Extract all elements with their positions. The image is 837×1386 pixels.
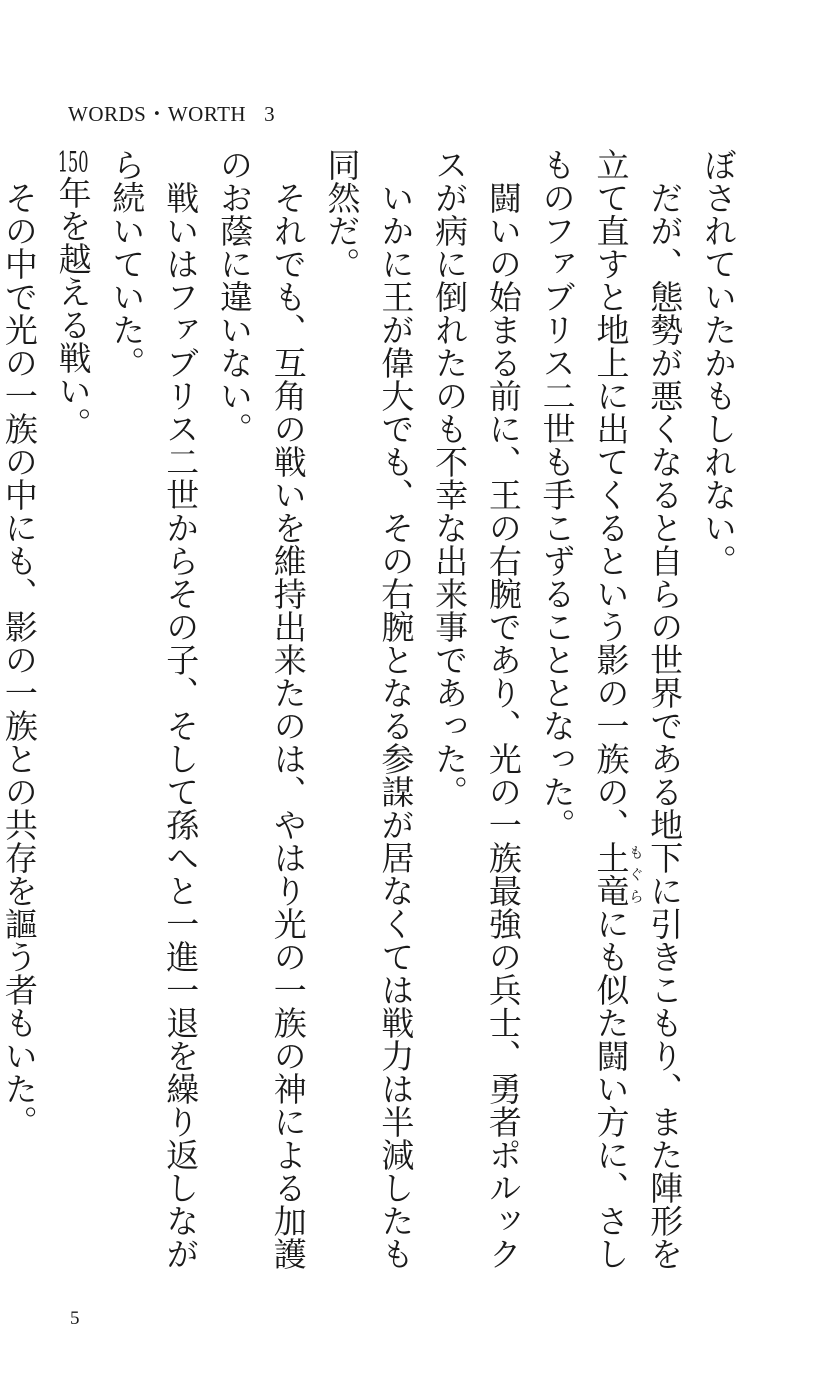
paragraph-4: いかに王が偉大でも、その右腕となる参謀が居なくては戦力は半減したも同然だ。 [322, 148, 416, 1270]
paragraph-8: その中で光の一族の中にも、影の一族との共存を謳う者もいた。 [0, 181, 39, 1138]
running-header [68, 98, 275, 128]
chapter-number: 3 [264, 102, 276, 126]
paragraph-7: 150年を越える戦い。 [53, 148, 93, 441]
ruby-annotation: 土竜もぐら [591, 841, 645, 907]
vertical-body-text [0, 148, 745, 1296]
paragraph-5: それでも、互角の戦いを維持出来たのは、やはり光の一族の神による加護のお蔭に違いない。 [214, 148, 308, 1270]
paragraph-2: だが、態勢が悪くなると自らの世界である地下に引きこもり、また陣形を立て直すと地上に出てくるという影の一族の、土竜もぐらにも似た闘い方に、さしものファブリス二世も手こずることとなった。 [537, 148, 685, 1270]
book-title: WORDS・WORTH [68, 102, 247, 126]
page-number: 5 [70, 1308, 80, 1329]
paragraph-6: 戦いはファブリス二世からその子、そして孫へと一進一退を繰り返しながら続いていた。 [107, 148, 201, 1270]
paragraph-1: ぼされていたかもしれない。 [699, 148, 738, 577]
paragraph-3: 闘いの始まる前に、王の右腕であり、光の一族最強の兵士、勇者ポルックスが病に倒れたのも不幸な出来事であった。 [430, 148, 523, 1270]
year-number: 150 [57, 148, 89, 177]
